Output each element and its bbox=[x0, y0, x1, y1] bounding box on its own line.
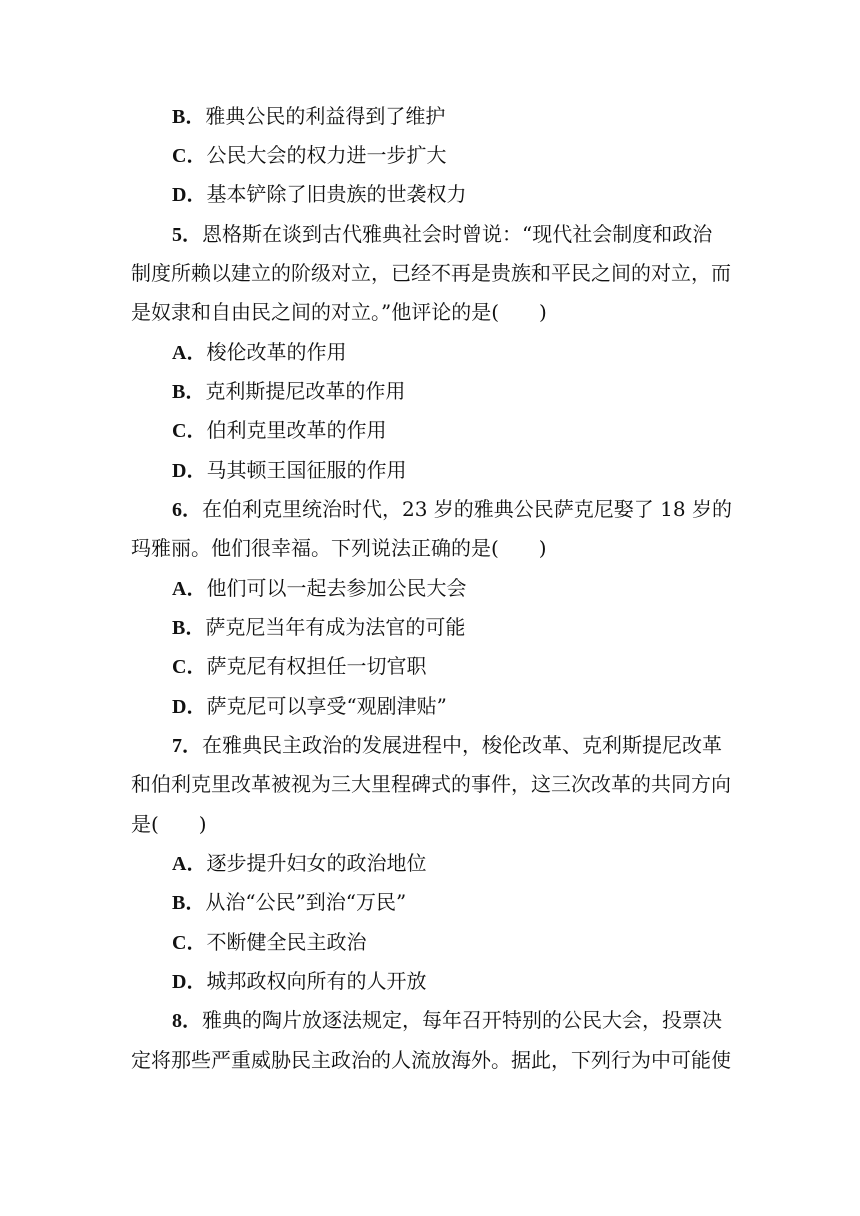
option-letter: C． bbox=[172, 932, 207, 954]
option-letter: B． bbox=[172, 381, 206, 403]
question-text: 在雅典民主政治的发展进程中，梭伦改革、克利斯提尼改革 bbox=[202, 733, 722, 757]
option-letter: B． bbox=[172, 106, 206, 128]
option-line bbox=[0, 888, 860, 917]
question-text: 和伯利克里改革被视为三大里程碑式的事件，这三次改革的共同方向 bbox=[131, 772, 731, 796]
question-number: 6． bbox=[172, 499, 202, 521]
question-text: 玛雅丽。他们很幸福。下列说法正确的是( ) bbox=[131, 536, 547, 560]
option-letter: D． bbox=[172, 696, 207, 718]
option-letter: A． bbox=[172, 342, 207, 364]
option-letter: D． bbox=[172, 460, 207, 482]
option-letter: D． bbox=[172, 184, 207, 206]
option-letter: C． bbox=[172, 420, 207, 442]
option-text: 雅典公民的利益得到了维护 bbox=[205, 104, 446, 128]
option-text: 城邦政权向所有的人开放 bbox=[206, 969, 427, 993]
option-line bbox=[0, 692, 860, 721]
option-letter: B． bbox=[172, 617, 206, 639]
question-continuation bbox=[0, 534, 860, 562]
option-text: 他们可以一起去参加公民大会 bbox=[206, 576, 467, 600]
option-text: 逐步提升妇女的政治地位 bbox=[206, 851, 427, 875]
option-text: 伯利克里改革的作用 bbox=[206, 418, 387, 442]
question-text: 在伯利克里统治时代，23 岁的雅典公民萨克尼娶了 18 岁的 bbox=[202, 497, 732, 521]
option-line bbox=[0, 574, 860, 603]
option-text: 公民大会的权力进一步扩大 bbox=[206, 143, 447, 167]
option-line bbox=[0, 416, 860, 445]
option-text: 从治“公民”到治“万民” bbox=[205, 890, 407, 914]
option-line bbox=[0, 377, 860, 406]
question-text: 是奴隶和自由民之间的对立。”他评论的是( ) bbox=[131, 300, 547, 324]
question-continuation bbox=[0, 810, 860, 838]
question-line bbox=[0, 495, 860, 524]
question-text: 制度所赖以建立的阶级对立，已经不再是贵族和平民之间的对立，而 bbox=[131, 261, 731, 285]
question-continuation bbox=[0, 259, 860, 287]
option-text: 基本铲除了旧贵族的世袭权力 bbox=[206, 182, 467, 206]
option-line bbox=[0, 141, 860, 170]
question-line bbox=[0, 1006, 860, 1035]
option-text: 萨克尼当年有成为法官的可能 bbox=[205, 615, 466, 639]
option-line bbox=[0, 180, 860, 209]
option-letter: D． bbox=[172, 971, 207, 993]
question-line bbox=[0, 220, 860, 249]
option-letter: A． bbox=[172, 853, 207, 875]
option-line bbox=[0, 928, 860, 957]
question-continuation bbox=[0, 1046, 860, 1074]
question-text: 恩格斯在谈到古代雅典社会时曾说：“现代社会制度和政治 bbox=[202, 222, 713, 246]
question-continuation bbox=[0, 298, 860, 326]
question-text: 是( ) bbox=[131, 812, 207, 836]
option-letter: C． bbox=[172, 656, 207, 678]
question-number: 8． bbox=[172, 1010, 202, 1032]
option-line bbox=[0, 652, 860, 681]
question-continuation bbox=[0, 770, 860, 798]
question-text: 雅典的陶片放逐法规定，每年召开特别的公民大会，投票决 bbox=[202, 1008, 722, 1032]
question-number: 5． bbox=[172, 224, 202, 246]
question-text: 定将那些严重威胁民主政治的人流放海外。据此，下列行为中可能使 bbox=[131, 1048, 731, 1072]
option-line bbox=[0, 613, 860, 642]
option-text: 萨克尼可以享受“观剧津贴” bbox=[206, 694, 447, 718]
option-letter: A． bbox=[172, 578, 207, 600]
option-text: 萨克尼有权担任一切官职 bbox=[206, 654, 427, 678]
question-line bbox=[0, 731, 860, 760]
option-letter: C． bbox=[172, 145, 207, 167]
option-text: 梭伦改革的作用 bbox=[206, 340, 347, 364]
option-text: 不断健全民主政治 bbox=[206, 930, 367, 954]
option-line bbox=[0, 338, 860, 367]
option-text: 马其顿王国征服的作用 bbox=[206, 458, 407, 482]
option-line bbox=[0, 849, 860, 878]
option-line bbox=[0, 102, 860, 131]
question-number: 7． bbox=[172, 735, 202, 757]
option-line bbox=[0, 456, 860, 485]
option-line bbox=[0, 967, 860, 996]
option-letter: B． bbox=[172, 892, 206, 914]
option-text: 克利斯提尼改革的作用 bbox=[205, 379, 406, 403]
